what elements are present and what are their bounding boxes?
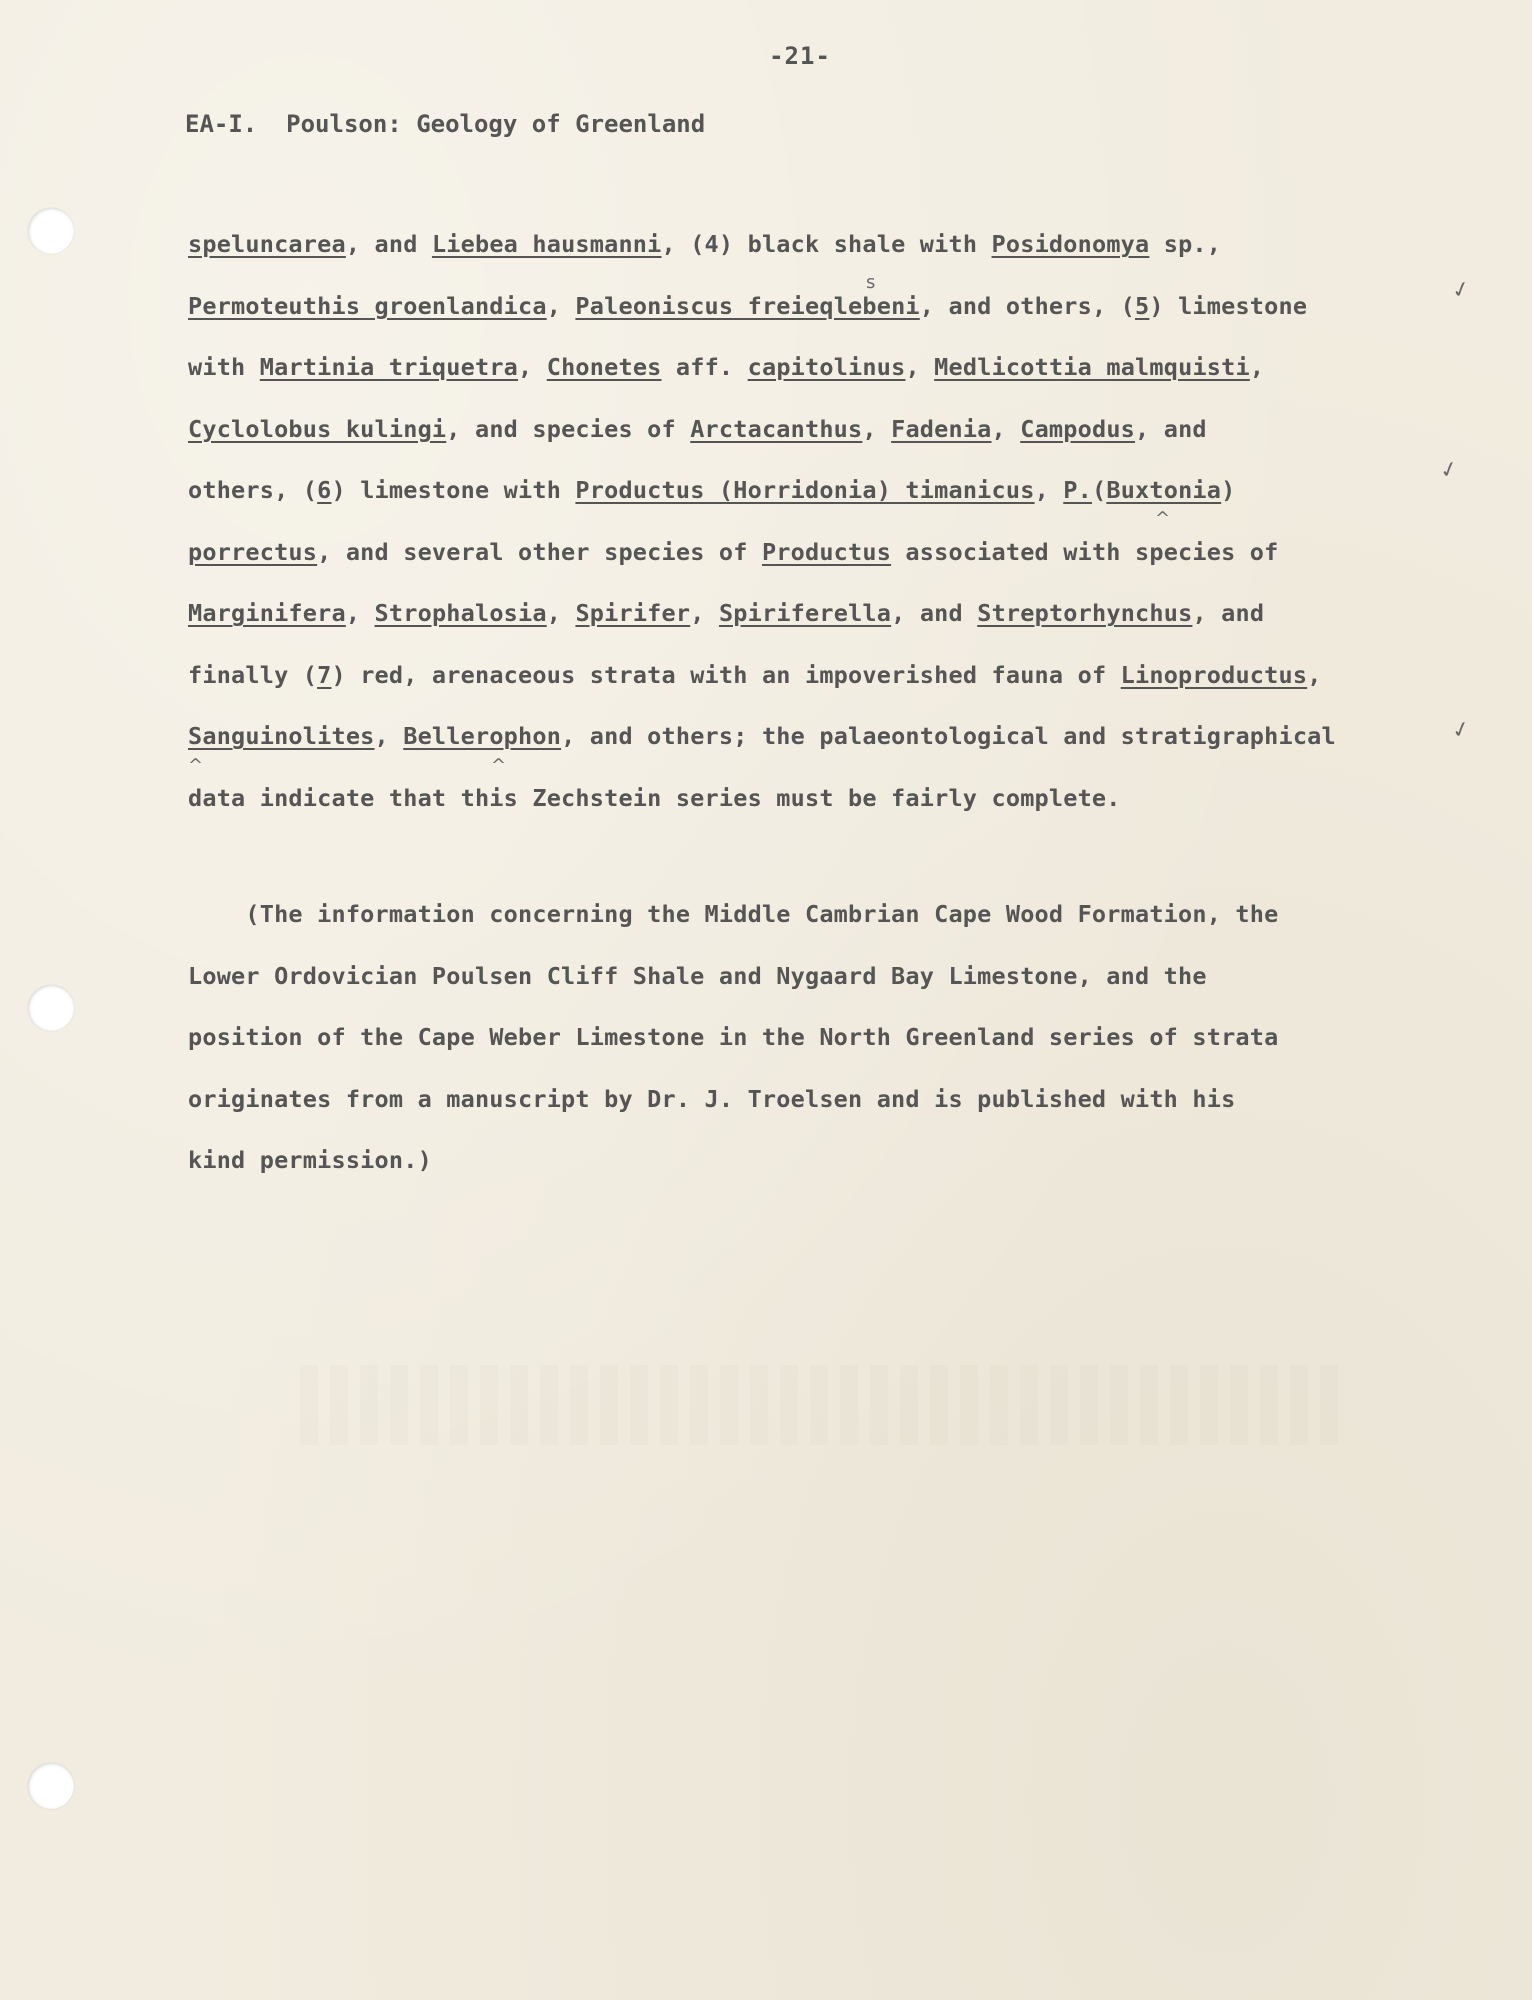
underlined-taxon: Arctacanthus: [690, 414, 863, 443]
text-segment: (: [1091, 476, 1107, 504]
text-line: [188, 784, 1121, 812]
text-segment: ) limestone with: [331, 476, 576, 504]
underlined-taxon: porrectus: [188, 537, 318, 566]
underlined-taxon: Productus (Horridonia) timanicus: [575, 476, 1035, 504]
underlined-taxon: Campodus: [1020, 414, 1136, 443]
handwritten-caret-sanguinolites: ^: [188, 755, 204, 776]
margin-check-mark-1: ✓: [1449, 276, 1474, 305]
underlined-taxon: 5: [1135, 291, 1150, 320]
text-segment: ) limestone: [1149, 291, 1308, 320]
text-segment: ,: [862, 414, 892, 443]
underlined-taxon: Chonetes: [546, 353, 662, 381]
underlined-taxon: 6: [317, 476, 332, 504]
text-segment: , and: [1192, 599, 1265, 627]
underlined-taxon: capitolinus: [747, 353, 906, 381]
underlined-taxon: Strophalosia: [374, 599, 547, 627]
punch-hole-top: [28, 208, 74, 254]
underlined-taxon: Medlicottia malmquisti: [934, 353, 1250, 381]
underlined-taxon: Paleoniscus freieqlebeni: [575, 291, 920, 320]
underlined-taxon: Buxtonia: [1106, 476, 1222, 504]
text-line: [188, 476, 1236, 504]
underlined-taxon: Spiriferella: [718, 599, 892, 627]
punch-hole-middle: [28, 985, 74, 1031]
underlined-taxon: Marginifera: [188, 599, 346, 627]
text-segment: ,: [546, 599, 576, 627]
text-line: [188, 353, 1264, 381]
punch-hole-bottom: [28, 1763, 74, 1809]
text-segment: ,: [374, 722, 404, 750]
document-header: EA-I. Poulson: Geology of Greenland: [185, 110, 706, 138]
text-line: [188, 415, 1207, 443]
text-segment: others, (: [188, 476, 318, 504]
text-segment: ): [1221, 476, 1236, 504]
text-line: [188, 230, 1221, 258]
text-segment: , (4) black shale with: [661, 230, 992, 258]
text-segment: ,: [546, 291, 576, 320]
text-segment: , and: [345, 230, 432, 258]
text-segment: ,: [518, 353, 547, 381]
underlined-taxon: Permoteuthis groenlandica: [188, 291, 547, 320]
text-segment: ,: [690, 599, 719, 627]
text-line: kind permission.): [188, 1146, 432, 1174]
text-segment: associated with species of: [891, 537, 1279, 566]
underlined-taxon: Productus: [761, 537, 892, 566]
text-line: [188, 538, 1278, 566]
text-line: Lower Ordovician Poulsen Cliff Shale and Nygaard Bay Limestone, and the: [188, 961, 1207, 990]
text-segment: , and several other species of: [317, 537, 762, 566]
underlined-taxon: Posidonomya: [991, 230, 1150, 258]
text-line: [188, 599, 1264, 627]
underlined-taxon: speluncarea: [188, 230, 346, 258]
text-segment: , and: [1135, 414, 1207, 443]
text-segment: , and others; the palaeontological and stratigraphical: [561, 722, 1336, 750]
text-segment: , and others, (: [919, 291, 1136, 320]
margin-check-mark-3: ✓: [1449, 716, 1474, 745]
page-number: -21-: [769, 42, 831, 70]
handwritten-insert-s: s: [866, 272, 876, 293]
text-segment: ,: [345, 599, 375, 627]
underlined-taxon: Cyclolobus kulingi: [188, 414, 447, 443]
underlined-taxon: Streptorhynchus: [977, 599, 1193, 627]
text-segment: ,: [1034, 476, 1064, 504]
underlined-taxon: Fadenia: [891, 414, 992, 443]
text-segment: with: [188, 353, 260, 381]
underlined-taxon: Martinia triquetra: [259, 353, 519, 381]
underlined-taxon: Sanguinolites: [188, 722, 375, 750]
underlined-taxon: Linoproductus: [1120, 660, 1308, 689]
underlined-taxon: Spirifer: [575, 599, 691, 627]
text-line: originates from a manuscript by Dr. J. Troelsen and is published with his: [188, 1084, 1236, 1113]
underlined-taxon: Liebea hausmanni: [431, 230, 662, 258]
text-segment: aff.: [661, 353, 748, 381]
underlined-taxon: P.: [1063, 476, 1092, 504]
text-segment: , and: [891, 599, 978, 627]
underlined-taxon: Bellerophon: [403, 722, 562, 750]
handwritten-caret-bellerophon: ^: [491, 755, 507, 776]
text-segment: ,: [905, 353, 935, 381]
text-segment: , and species of: [446, 414, 691, 443]
text-segment: ,: [1307, 660, 1322, 689]
handwritten-caret-buxtonia: ^: [1155, 508, 1171, 529]
text-segment: sp.,: [1149, 230, 1222, 258]
bleed-through-text: [300, 1365, 1340, 1445]
text-segment: ,: [1249, 353, 1265, 381]
margin-check-mark-2: ✓: [1437, 456, 1462, 485]
text-line: [188, 722, 1336, 750]
text-segment: ) red, arenaceous strata with an impoverished fauna of: [331, 660, 1121, 689]
text-line: (The information concerning the Middle Cambrian Cape Wood Formation, the: [188, 900, 1279, 928]
text-line: [188, 661, 1322, 689]
text-segment: finally (: [188, 660, 318, 689]
text-line: position of the Cape Weber Limestone in the North Greenland series of strata: [188, 1023, 1279, 1051]
text-segment: data indicate that this Zechstein series must be fairly complete.: [188, 783, 1121, 812]
text-segment: ,: [991, 414, 1021, 443]
text-line: [188, 292, 1307, 320]
underlined-taxon: 7: [317, 660, 332, 689]
